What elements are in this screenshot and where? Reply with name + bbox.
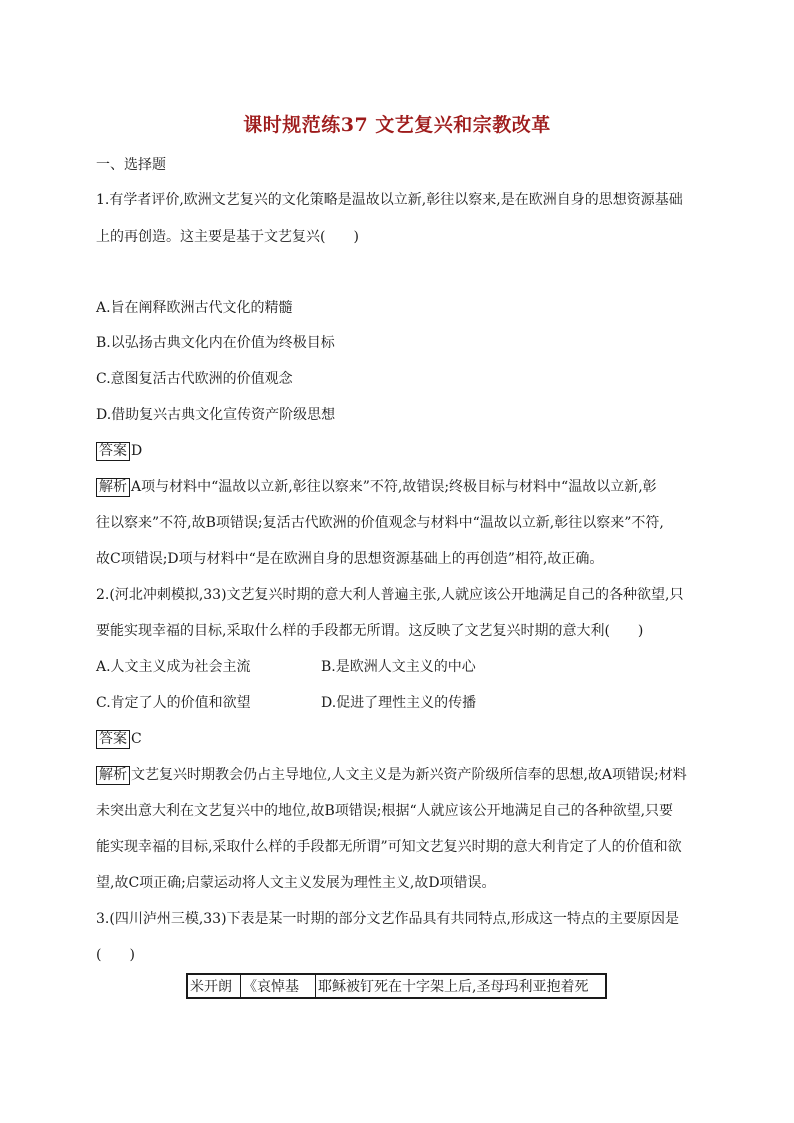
answer-label: 答案	[96, 442, 130, 461]
q1-option-b: B.以弘扬古典文化内在价值为终极目标	[96, 335, 335, 351]
table-cell-work: 《哀悼基	[241, 974, 316, 998]
q1-option-a: A.旨在阐释欧洲古代文化的精髓	[96, 300, 293, 316]
q2-stem-line-2: 要能实现幸福的目标,采取什么样的手段都无所谓。这反映了文艺复兴时期的意大利( )	[96, 623, 644, 639]
q2-option-b: B.是欧洲人文主义的中心	[321, 659, 476, 675]
analysis-label: 解析	[96, 766, 130, 785]
q2-analysis-line-1	[96, 765, 687, 785]
answer-label: 答案	[96, 730, 130, 749]
q1-analysis-line-1	[96, 477, 657, 497]
q3-stem-line-1: 3.(四川泸州三模,33)下表是某一时期的部分文艺作品具有共同特点,形成这一特点的主要原因是	[96, 911, 679, 927]
q2-analysis-line-4: 望,故C项正确;启蒙运动将人文主义发展为理性主义,故D项错误。	[96, 875, 496, 891]
q1-option-d: D.借助复兴古典文化宣传资产阶级思想	[96, 407, 336, 423]
q1-answer-value: D	[131, 443, 143, 459]
page-title: 课时规范练37 文艺复兴和宗教改革	[243, 114, 551, 136]
q2-answer	[96, 729, 142, 749]
table-row	[187, 974, 606, 998]
q2-analysis-line-3: 能实现幸福的目标,采取什么样的手段都无所谓”可知文艺复兴时期的意大利肯定了人的价值和欲	[96, 839, 682, 855]
q2-options-row-1	[96, 657, 696, 677]
q1-answer	[96, 441, 142, 461]
q2-options-row-2	[96, 693, 696, 713]
q2-option-d: D.促进了理性主义的传播	[321, 695, 477, 711]
q1-analysis-line-3: 故C项错误;D项与材料中“是在欧洲自身的思想资源基础上的再创造”相符,故正确。	[96, 551, 604, 567]
q3-stem-line-2: ( )	[96, 947, 135, 963]
q2-analysis-line-2: 未突出意大利在文艺复兴中的地位,故B项错误;根据“人就应该公开地满足自己的各种欲望,只要	[96, 803, 674, 819]
q1-option-c: C.意图复活古代欧洲的价值观念	[96, 371, 293, 387]
table-cell-description: 耶稣被钉死在十字架上后,圣母玛利亚抱着死	[316, 974, 607, 998]
q1-stem-line-2: 上的再创造。这主要是基于文艺复兴( )	[96, 229, 359, 245]
analysis-label: 解析	[96, 478, 130, 497]
q1-analysis-text-1: A项与材料中“温故以立新,彰往以察来”不符,故错误;终极目标与材料中“温故以立新,彰	[131, 479, 657, 495]
section-heading: 一、选择题	[96, 157, 166, 173]
q2-option-c: C.肯定了人的价值和欲望	[96, 695, 251, 711]
q2-stem-line-1: 2.(河北冲刺模拟,33)文艺复兴时期的意大利人普遍主张,人就应该公开地满足自己的各种欲望,只	[96, 587, 684, 603]
q1-analysis-line-2: 往以察来”不符,故B项错误;复活古代欧洲的价值观念与材料中“温故以立新,彰往以察来”不符,	[96, 515, 664, 531]
q1-stem-line-1: 1.有学者评价,欧洲文艺复兴的文化策略是温故以立新,彰往以察来,是在欧洲自身的思想资源基础	[96, 192, 683, 208]
q2-answer-value: C	[131, 731, 142, 747]
artworks-table	[186, 973, 607, 999]
q2-analysis-text-1: 文艺复兴时期教会仍占主导地位,人文主义是为新兴资产阶级所信奉的思想,故A项错误;材料	[131, 767, 687, 783]
table-cell-artist: 米开朗	[187, 974, 241, 998]
q2-option-a: A.人文主义成为社会主流	[96, 659, 251, 675]
